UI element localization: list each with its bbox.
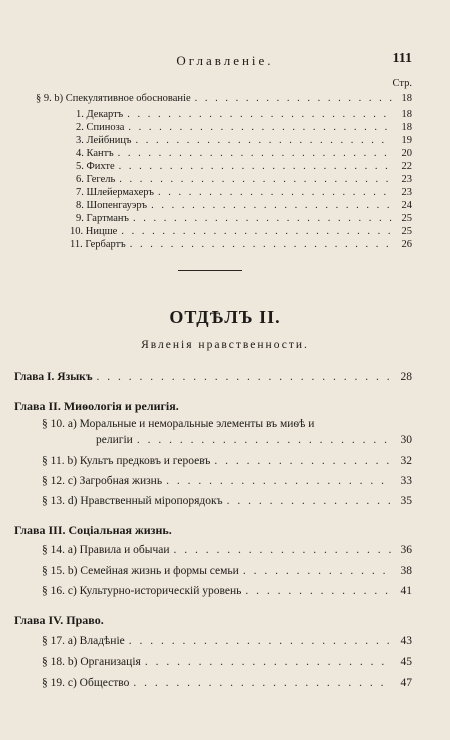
toc-entry-page: 28 <box>400 371 412 383</box>
leader-dots <box>158 187 392 198</box>
toc-entry-page: 26 <box>401 239 412 250</box>
leader-dots <box>166 475 392 487</box>
leader-dots <box>133 677 392 689</box>
toc-chapter-1 <box>14 371 412 383</box>
toc-entry-label: 5. Фихте <box>76 161 115 172</box>
toc-entry-section-10-line1: § 10. a) Моральные и неморальные элементы въ миѳѣ и <box>42 418 315 430</box>
toc-entry-label: § 19. c) Общество <box>42 677 130 689</box>
leader-dots <box>137 434 392 446</box>
toc-entry-page: 38 <box>400 565 412 577</box>
toc-entry-page: 45 <box>400 656 412 668</box>
toc-entry-label: § 15. b) Семейная жизнь и формы семьи <box>42 565 239 577</box>
chapter-4-title: Глава IV. Право. <box>14 613 104 627</box>
toc-entry-page: 25 <box>401 213 412 224</box>
toc-entry-page: 41 <box>400 585 412 597</box>
toc-entry-item <box>76 148 412 159</box>
toc-entry-item <box>42 677 412 689</box>
leader-dots <box>128 122 392 133</box>
toc-entry-item <box>42 544 412 556</box>
leader-dots <box>118 148 392 159</box>
toc-entry-page: 32 <box>400 455 412 467</box>
toc-entry-page: 47 <box>400 677 412 689</box>
toc-entry-page: 24 <box>401 200 412 211</box>
toc-entry-label: § 16. c) Культурно-историческій уровень <box>42 585 242 597</box>
toc-entry-page: 18 <box>401 93 412 104</box>
toc-entry-item <box>42 656 412 668</box>
leader-dots <box>135 135 392 146</box>
toc-entry-page: 18 <box>401 109 412 120</box>
toc-entry-item <box>76 213 412 224</box>
toc-entry-item <box>76 187 412 198</box>
leader-dots <box>129 635 392 647</box>
toc-entry-page: 23 <box>401 174 412 185</box>
toc-entry-item <box>76 109 412 120</box>
running-header-title: Оглавленіе. <box>176 53 274 68</box>
toc-entry-page: 18 <box>401 122 412 133</box>
leader-dots <box>245 585 392 597</box>
toc-entry-label: религіи <box>96 434 133 446</box>
leader-dots <box>145 656 392 668</box>
toc-entry-label: 1. Декартъ <box>76 109 124 120</box>
toc-entry-item <box>42 475 412 487</box>
toc-entry-label: 4. Кантъ <box>76 148 114 159</box>
leader-dots <box>130 239 392 250</box>
toc-entry-item <box>42 455 412 467</box>
toc-entry-page: 19 <box>401 135 412 146</box>
toc-entry-item <box>76 200 412 211</box>
chapter-3-title: Глава III. Соціальная жизнь. <box>14 523 172 537</box>
toc-entry-label: § 17. a) Владѣніе <box>42 635 125 647</box>
toc-entry-item <box>76 135 412 146</box>
leader-dots <box>195 93 392 104</box>
toc-entry-page: 33 <box>400 475 412 487</box>
toc-entry-section-10 <box>96 434 412 446</box>
leader-dots <box>127 109 392 120</box>
page-column-label: Стр. <box>392 78 412 89</box>
leader-dots <box>243 565 392 577</box>
leader-dots <box>121 226 392 237</box>
toc-entry-label: 2. Спиноза <box>76 122 125 133</box>
toc-entry-item <box>42 495 412 507</box>
toc-entry-page: 22 <box>401 161 412 172</box>
toc-entry-item <box>76 122 412 133</box>
toc-entry-label: § 18. b) Организація <box>42 656 141 668</box>
page-number: 111 <box>392 51 412 66</box>
leader-dots <box>174 544 392 556</box>
section-title: ОТДѢЛЪ II. <box>169 307 281 327</box>
chapter-2-title: Глава II. Миѳологія и религія. <box>14 399 179 413</box>
toc-entry-label: § 12. c) Загробная жизнь <box>42 475 163 487</box>
toc-entry-label: § 11. b) Культъ предковъ и героевъ <box>42 455 211 467</box>
toc-entry-page: 20 <box>401 148 412 159</box>
leader-dots <box>214 455 392 467</box>
leader-dots <box>119 174 392 185</box>
toc-entry-label: § 14. a) Правила и обычаи <box>42 544 170 556</box>
leader-dots <box>119 161 392 172</box>
toc-entry-page: 36 <box>400 544 412 556</box>
toc-entry-page: 25 <box>401 226 412 237</box>
section-subtitle: Явленія нравственности. <box>141 339 309 351</box>
leader-dots <box>97 371 392 383</box>
toc-entry-label: 6. Гегель <box>76 174 116 185</box>
toc-entry-item <box>70 239 412 250</box>
toc-entry-label: § 9. b) Спекулятивное обоснованіе <box>36 93 191 104</box>
toc-entry-label: 10. Ницше <box>70 226 118 237</box>
toc-entry-item <box>70 226 412 237</box>
toc-entry-item <box>76 161 412 172</box>
toc-entry-item <box>76 174 412 185</box>
toc-entry-page: 35 <box>400 495 412 507</box>
toc-entry-label: 9. Гартманъ <box>76 213 129 224</box>
toc-entry-item <box>42 635 412 647</box>
toc-entry-label: Глава I. Языкъ <box>14 371 93 383</box>
leader-dots <box>151 200 392 211</box>
leader-dots <box>133 213 392 224</box>
toc-entry-section-9 <box>36 93 412 104</box>
toc-entry-label: 11. Гербартъ <box>70 239 126 250</box>
leader-dots <box>227 495 392 507</box>
section-divider <box>178 270 242 271</box>
toc-entry-page: 30 <box>400 434 412 446</box>
toc-entry-label: 3. Лейбницъ <box>76 135 132 146</box>
toc-entry-item <box>42 585 412 597</box>
toc-entry-label: 8. Шопенгауэръ <box>76 200 148 211</box>
toc-entry-page: 23 <box>401 187 412 198</box>
toc-entry-item <box>42 565 412 577</box>
toc-entry-label: 7. Шлейермахеръ <box>76 187 154 198</box>
toc-entry-label: § 13. d) Нравственный міропорядокъ <box>42 495 223 507</box>
toc-entry-page: 43 <box>400 635 412 647</box>
